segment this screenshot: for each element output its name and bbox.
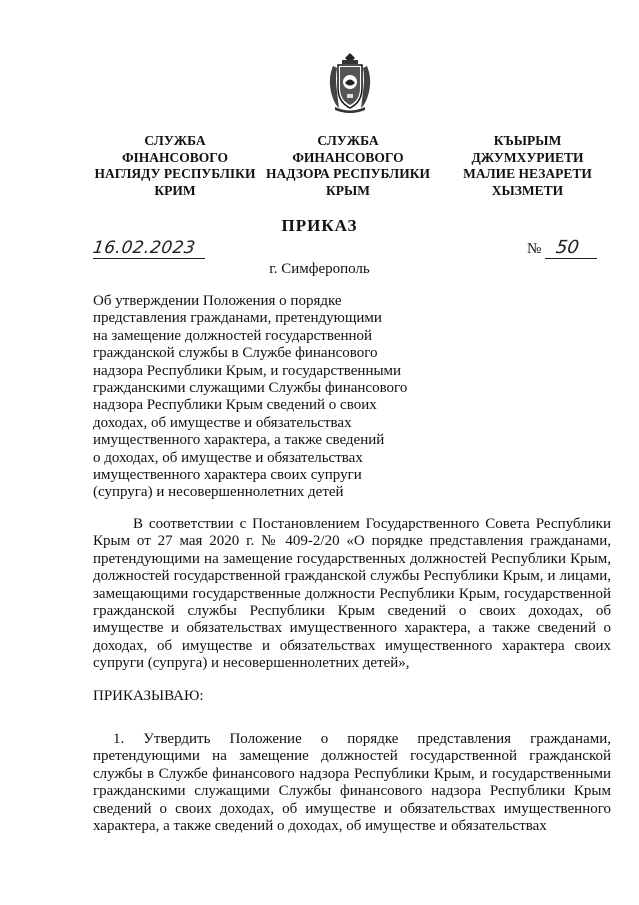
preamble-paragraph: В соответствии с Постановлением Государственного Совета Республики Крым от 27 мая 2020 г. № 409-2/20 «О порядке представления гражданами, претендующими на замещение государственных должностей Республики Крым, должностей государственной гражданской службы Республики Крым, и лицами, замещающими государственные должности Республики Крым, государственной гражданской службы Республики Крым сведений о своих доходах, об имуществе и обязательствах имущественного характера, а также сведений о доходах, об имуществе и обязательствах имущественного характера своих супруги (супруга) и несовершеннолетних детей», xyxy=(93,516,611,672)
document-subject: Об утверждении Положения о порядке представления гражданами, претендующими на замещение должностей государственной гражданской службы в Службе финансового надзора Республики Крым, и государственными гражданскими служащими Службы финансового надзора Республики Крым сведений о своих доходах, об имуществе и обязательствах имущественного характера, а также сведений о доходах, об имуществе и обязательствах имущественного характера своих супруги (супруга) и несовершеннолетних детей xyxy=(93,293,408,501)
document-number-label: № xyxy=(527,241,542,257)
order-word: ПРИКАЗЫВАЮ: xyxy=(93,688,204,704)
document-type-title: ПРИКАЗ xyxy=(281,216,358,235)
organization-name-crimean-tatar: КЪЫРЫМ ДЖУМХУРИЕТИ МАЛИЕ НЕЗАРЕТИ ХЫЗМЕТИ xyxy=(463,133,592,198)
coat-of-arms-emblem xyxy=(325,52,375,114)
organization-name-russian: СЛУЖБА ФИНАНСОВОГО НАДЗОРА РЕСПУБЛИКИ КРЫМ xyxy=(266,133,430,198)
date-underline xyxy=(93,258,205,259)
document-date: 16.02.2023 xyxy=(91,238,197,258)
document-city: г. Симферополь xyxy=(269,261,370,277)
order-item-1: 1. Утвердить Положение о порядке представления гражданами, претендующими на замещение должностей государственной гражданской службы в Службе финансового надзора Республики Крым, и государственными гражданскими служащими Службы финансового надзора Республики Крым сведений о своих доходах, об имуществе и обязательствах имущественного характера, а также сведений о доходах, об имуществе и обязательствах xyxy=(93,731,611,835)
document-number: 50 xyxy=(554,237,581,258)
number-underline xyxy=(545,258,597,259)
organization-name-ukrainian: СЛУЖБА ФІНАНСОВОГО НАГЛЯДУ РЕСПУБЛІКИ КРИМ xyxy=(94,133,256,198)
